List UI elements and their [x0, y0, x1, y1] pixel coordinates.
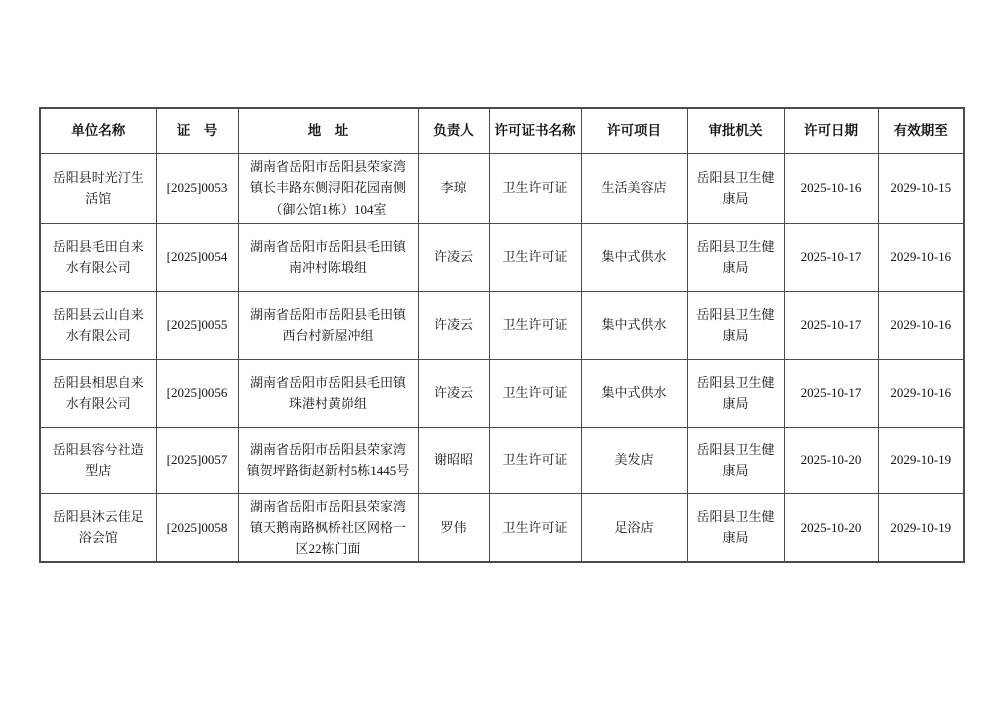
cell-license-item: 生活美容店 [581, 153, 687, 223]
header-license-name: 许可证书名称 [489, 108, 581, 153]
cell-issue-date: 2025-10-17 [784, 223, 878, 291]
table-row [40, 291, 964, 359]
cell-issue-date: 2025-10-17 [784, 359, 878, 427]
cell-unit-name: 岳阳县云山自来水有限公司 [40, 291, 156, 359]
cell-license-item: 集中式供水 [581, 223, 687, 291]
header-address: 地 址 [238, 108, 418, 153]
cell-valid-until: 2029-10-19 [878, 493, 964, 562]
cell-cert-no: [2025]0057 [156, 427, 238, 493]
header-issue-date: 许可日期 [784, 108, 878, 153]
table-row [40, 223, 964, 291]
cell-person: 李琼 [418, 153, 489, 223]
cell-person: 许凌云 [418, 359, 489, 427]
cell-cert-no: [2025]0058 [156, 493, 238, 562]
cell-authority: 岳阳县卫生健康局 [687, 359, 784, 427]
cell-authority: 岳阳县卫生健康局 [687, 153, 784, 223]
cell-cert-no: [2025]0054 [156, 223, 238, 291]
cell-address: 湖南省岳阳市岳阳县荣家湾镇天鹅南路枫桥社区网格一区22栋门面 [238, 493, 418, 562]
cell-address: 湖南省岳阳市岳阳县荣家湾镇贺坪路街赵新村5栋1445号 [238, 427, 418, 493]
cell-issue-date: 2025-10-20 [784, 427, 878, 493]
cell-cert-no: [2025]0053 [156, 153, 238, 223]
cell-unit-name: 岳阳县沐云佳足浴会馆 [40, 493, 156, 562]
cell-unit-name: 岳阳县容兮社造型店 [40, 427, 156, 493]
cell-license-item: 美发店 [581, 427, 687, 493]
cell-license-name: 卫生许可证 [489, 359, 581, 427]
cell-authority: 岳阳县卫生健康局 [687, 493, 784, 562]
cell-person: 谢昭昭 [418, 427, 489, 493]
table-row [40, 359, 964, 427]
cell-unit-name: 岳阳县毛田自来水有限公司 [40, 223, 156, 291]
cell-person: 许凌云 [418, 223, 489, 291]
cell-license-name: 卫生许可证 [489, 291, 581, 359]
header-unit-name: 单位名称 [40, 108, 156, 153]
cell-valid-until: 2029-10-19 [878, 427, 964, 493]
table-row [40, 493, 964, 562]
cell-cert-no: [2025]0055 [156, 291, 238, 359]
table-row [40, 427, 964, 493]
header-valid-until: 有效期至 [878, 108, 964, 153]
cell-valid-until: 2029-10-16 [878, 359, 964, 427]
header-person: 负责人 [418, 108, 489, 153]
cell-unit-name: 岳阳县时光汀生活馆 [40, 153, 156, 223]
cell-license-item: 集中式供水 [581, 359, 687, 427]
cell-license-name: 卫生许可证 [489, 223, 581, 291]
cell-cert-no: [2025]0056 [156, 359, 238, 427]
cell-issue-date: 2025-10-16 [784, 153, 878, 223]
cell-issue-date: 2025-10-17 [784, 291, 878, 359]
header-license-item: 许可项目 [581, 108, 687, 153]
table-row [40, 153, 964, 223]
cell-authority: 岳阳县卫生健康局 [687, 223, 784, 291]
cell-license-item: 足浴店 [581, 493, 687, 562]
cell-license-name: 卫生许可证 [489, 153, 581, 223]
cell-address: 湖南省岳阳市岳阳县毛田镇南冲村陈塅组 [238, 223, 418, 291]
cell-address: 湖南省岳阳市岳阳县荣家湾镇长丰路东侧浔阳花园南侧（御公馆1栋）104室 [238, 153, 418, 223]
cell-person: 罗伟 [418, 493, 489, 562]
cell-person: 许凌云 [418, 291, 489, 359]
cell-license-name: 卫生许可证 [489, 493, 581, 562]
cell-license-name: 卫生许可证 [489, 427, 581, 493]
header-cert-no: 证 号 [156, 108, 238, 153]
cell-license-item: 集中式供水 [581, 291, 687, 359]
cell-valid-until: 2029-10-16 [878, 223, 964, 291]
cell-address: 湖南省岳阳市岳阳县毛田镇珠港村黄峁组 [238, 359, 418, 427]
license-table [39, 107, 965, 563]
cell-issue-date: 2025-10-20 [784, 493, 878, 562]
table-header-row [40, 108, 964, 153]
cell-authority: 岳阳县卫生健康局 [687, 427, 784, 493]
cell-valid-until: 2029-10-15 [878, 153, 964, 223]
cell-unit-name: 岳阳县相思自来水有限公司 [40, 359, 156, 427]
cell-address: 湖南省岳阳市岳阳县毛田镇西台村新屋冲组 [238, 291, 418, 359]
cell-valid-until: 2029-10-16 [878, 291, 964, 359]
cell-authority: 岳阳县卫生健康局 [687, 291, 784, 359]
header-authority: 审批机关 [687, 108, 784, 153]
